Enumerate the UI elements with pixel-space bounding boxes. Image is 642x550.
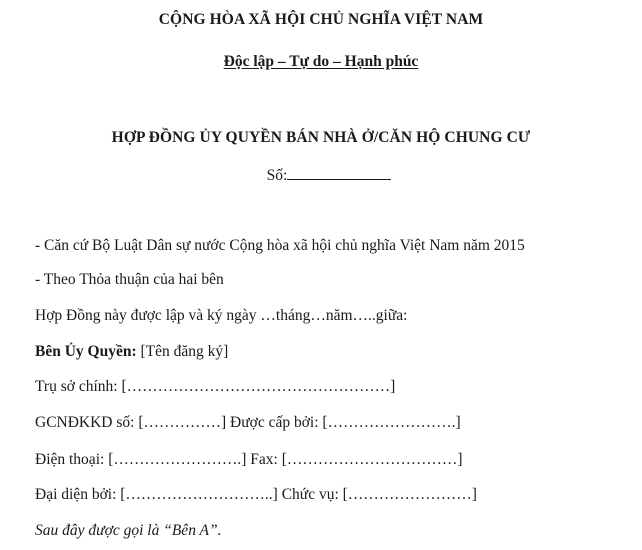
business-cert-blank: [……………]: [134, 414, 227, 431]
representative-blank: [………………………..]: [116, 486, 278, 503]
phone-label: Điện thoại:: [35, 451, 105, 468]
position-label: Chức vụ:: [277, 486, 339, 503]
phone-blank: […………………….]: [104, 451, 247, 468]
representative-line: [35, 485, 477, 505]
contract-number-blank: [287, 164, 391, 180]
representative-label: Đại diện bởi:: [35, 486, 117, 503]
contract-title: HỢP ĐỒNG ỦY QUYỀN BÁN NHÀ Ở/CĂN HỘ CHUNG CƯ: [111, 129, 531, 146]
contract-number: [0, 164, 642, 186]
party-a-alias-note: Sau đây được gọi là “Bên A”.: [35, 522, 222, 539]
head-office-label: Trụ sở chính:: [35, 378, 118, 395]
legal-basis-1: - Căn cứ Bộ Luật Dân sự nước Cộng hòa xã hội chủ nghĩa Việt Nam năm 2015: [35, 237, 525, 254]
legal-basis-2: - Theo Thỏa thuận của hai bên: [35, 271, 224, 288]
nation-heading: CỘNG HÒA XÃ HỘI CHỦ NGHĨA VIỆT NAM: [158, 11, 484, 28]
issued-by-label: Được cấp bởi:: [226, 414, 319, 431]
fax-label: Fax:: [246, 451, 278, 468]
head-office-blank: [……………………………………………]: [117, 378, 396, 395]
head-office-line: [35, 377, 395, 397]
signing-date-line: Hợp Đồng này được lập và ký ngày …tháng…năm…..giữa:: [35, 307, 408, 324]
position-blank: [……………………]: [338, 486, 477, 503]
motto-heading: Độc lập – Tự do – Hạnh phúc: [223, 53, 419, 70]
business-cert-line: [35, 413, 461, 433]
contract-number-label: Số:: [266, 167, 288, 184]
party-a-name-placeholder: [Tên đăng ký]: [136, 343, 229, 360]
business-cert-label: GCNĐKKD số:: [35, 414, 135, 431]
fax-blank: [……………………………]: [277, 451, 463, 468]
party-a-name-line: [35, 342, 228, 362]
issued-by-blank: […………………….]: [318, 414, 461, 431]
party-a-label: Bên Ủy Quyền:: [35, 343, 137, 360]
contact-line: [35, 450, 463, 470]
